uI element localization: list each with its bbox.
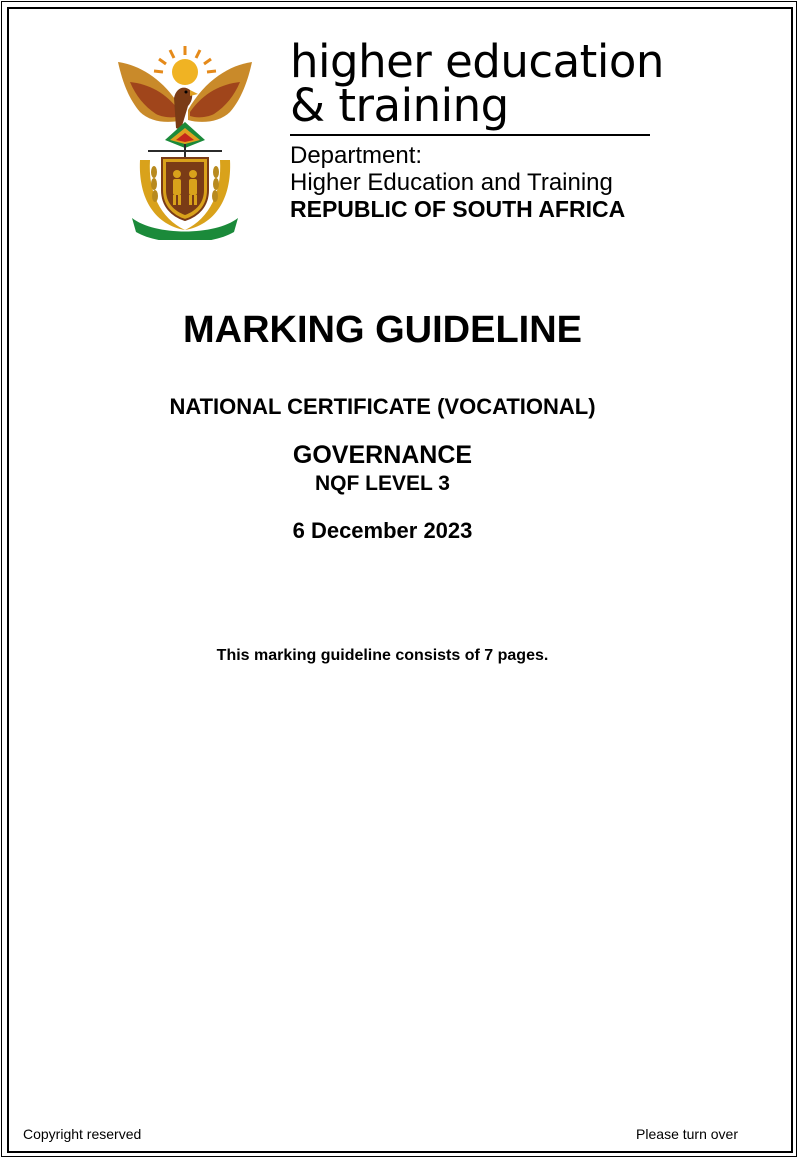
shield-icon <box>162 158 208 220</box>
logo-line-2: & training <box>290 79 509 132</box>
page-count-note: This marking guideline consists of 7 pages. <box>216 647 549 664</box>
department-label: Department: <box>290 142 423 169</box>
logo-line-1: higher education <box>290 35 664 88</box>
footer-copyright: Copyright reserved <box>23 1126 142 1142</box>
exam-date: 6 December 2023 <box>292 518 473 543</box>
footer-turn-over: Please turn over <box>636 1126 738 1142</box>
document-title: MARKING GUIDELINE <box>183 309 582 351</box>
country-name: REPUBLIC OF SOUTH AFRICA <box>290 196 626 222</box>
department-name: Higher Education and Training <box>290 169 613 196</box>
coat-of-arms-icon <box>110 40 260 240</box>
qualification-name: NATIONAL CERTIFICATE (VOCATIONAL) <box>169 394 596 419</box>
logo-divider <box>290 134 650 136</box>
department-logo-text <box>290 35 664 223</box>
subject-name: GOVERNANCE <box>292 441 473 469</box>
rising-sun-icon <box>154 46 216 85</box>
nqf-level: NQF LEVEL 3 <box>315 472 450 495</box>
